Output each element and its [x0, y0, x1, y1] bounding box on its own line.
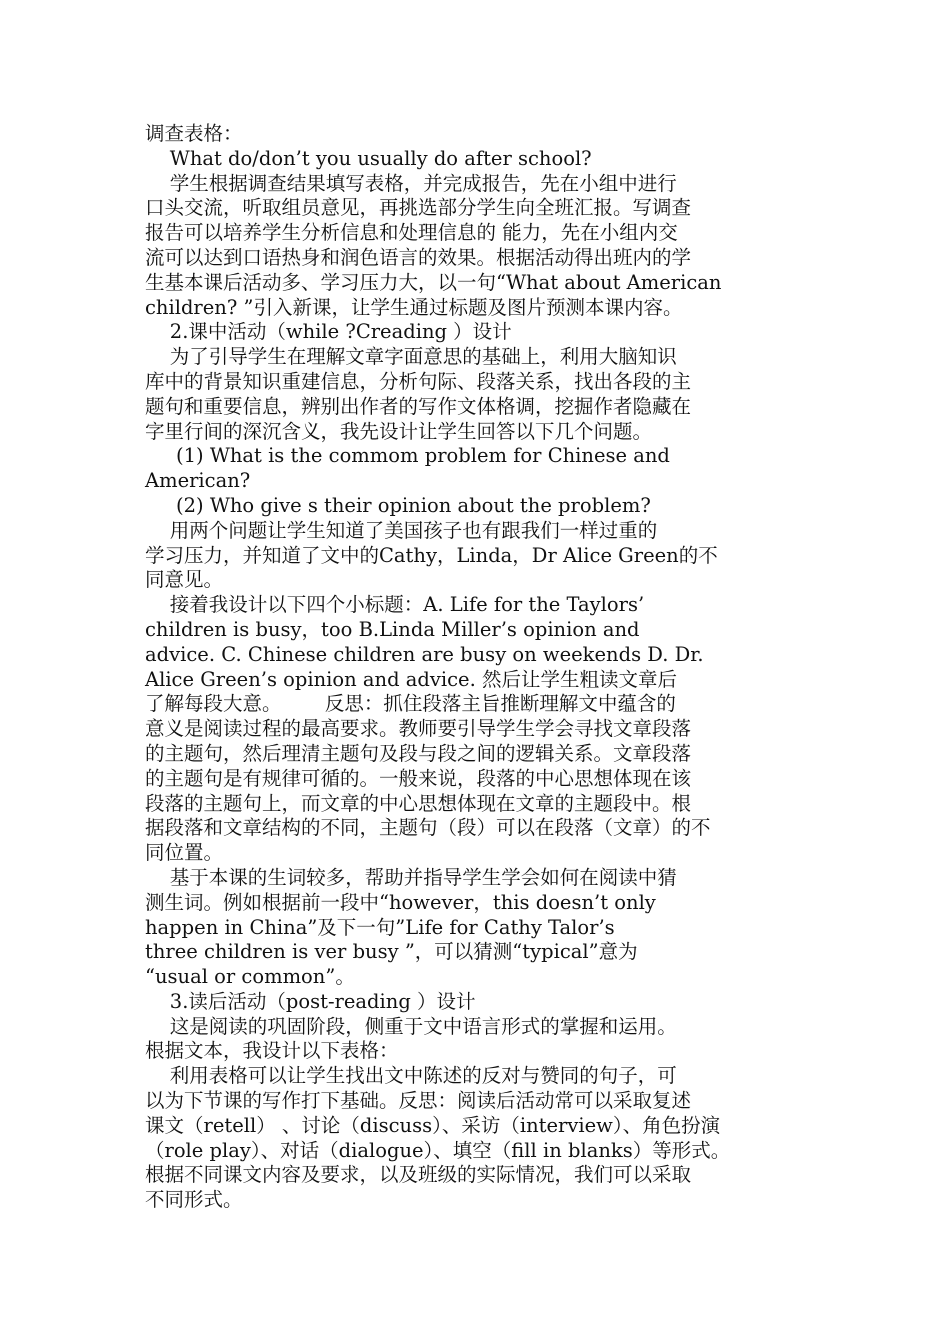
text-line: What do/don’t you usually do after school? [145, 146, 592, 170]
text-line: （role play）、对话（dialogue）、填空（fill in blanks）等形式。 [145, 1138, 731, 1162]
text-line: 同意见。 [145, 568, 224, 592]
text-line: 不同形式。 [145, 1188, 243, 1212]
text-line: children is busy，too B.Linda Miller’s opinion and [145, 617, 640, 641]
question-line: American? [145, 469, 251, 493]
text-line: Alice Green’s opinion and advice. 然后让学生粗读文章后 [145, 667, 677, 691]
text-line: 利用表格可以让学生找出文中陈述的反对与赞同的句子，可 [145, 1064, 677, 1088]
text-line: 据段落和文章结构的不同，主题句（段）可以在段落（文章）的不 [145, 816, 711, 840]
text-line: “usual or common”。 [145, 965, 355, 989]
text-line: happen in China”及下一句”Life for Cathy Talor’s [145, 915, 615, 939]
text-line: 流可以达到口语热身和润色语言的效果。根据活动得出班内的学 [145, 245, 692, 269]
text-line: 同位置。 [145, 841, 224, 865]
question-line: (2) Who give s their opinion about the problem? [145, 493, 651, 517]
document-body [145, 122, 810, 1213]
text-line: 用两个问题让学生知道了美国孩子也有跟我们一样过重的 [145, 518, 658, 542]
text-line: 接着我设计以下四个小标题：A. Life for the Taylors’ [145, 593, 645, 617]
text-line: 的主题句，然后理清主题句及段与段之间的逻辑关系。文章段落 [145, 741, 692, 765]
text-line: 根据不同课文内容及要求，以及班级的实际情况，我们可以采取 [145, 1163, 692, 1187]
text-line: 字里行间的深沉含义，我先设计让学生回答以下几个问题。 [145, 419, 653, 443]
text-line: 课文（retell） 、讨论（discuss）、采访（interview）、角色扮演 [145, 1113, 721, 1137]
text-line: 学习压力，并知道了文中的Cathy，Linda，Dr Alice Green的不 [145, 543, 718, 567]
section-heading: 2.课中活动（while ?Creading ）设计 [145, 320, 512, 344]
text-line: 口头交流，听取组员意见，再挑选部分学生向全班汇报。写调查 [145, 196, 692, 220]
text-line: 了解每段大意。 反思：抓住段落主旨推断理解文中蕴含的 [145, 692, 676, 716]
text-line: 库中的背景知识重建信息，分析句际、段落关系，找出各段的主 [145, 369, 692, 393]
text-line: 学生根据调查结果填写表格，并完成报告，先在小组中进行 [145, 171, 677, 195]
text-line: 生基本课后活动多、学习压力大，以一句“What about American [145, 270, 722, 294]
text-line: 段落的主题句上，而文章的中心思想体现在文章的主题段中。根 [145, 791, 692, 815]
text-line: 测生词。例如根据前一段中“however，this doesn’t only [145, 890, 656, 914]
section-heading: 3.读后活动（post-reading ）设计 [145, 989, 476, 1013]
text-line: 意义是阅读过程的最高要求。教师要引导学生学会寻找文章段落 [145, 717, 692, 741]
text-line: 以为下节课的写作打下基础。反思：阅读后活动常可以采取复述 [145, 1089, 692, 1113]
text-line: 这是阅读的巩固阶段，侧重于文中语言形式的掌握和运用。 [145, 1014, 677, 1038]
text-line: 根据文本，我设计以下表格： [145, 1039, 399, 1063]
text-line: three children is ver busy ”，可以猜测“typical”意为 [145, 940, 638, 964]
text-line: 题句和重要信息，辨别出作者的写作文体格调，挖掘作者隐藏在 [145, 394, 692, 418]
text-line: children? ”引入新课，让学生通过标题及图片预测本课内容。 [145, 295, 683, 319]
text-line: 基于本课的生词较多，帮助并指导学生学会如何在阅读中猜 [145, 865, 677, 889]
text-line: 为了引导学生在理解文章字面意思的基础上，利用大脑知识 [145, 345, 677, 369]
question-line: (1) What is the commom problem for Chinese and [145, 444, 670, 468]
text-line: advice. C. Chinese children are busy on weekends D. Dr. [145, 642, 704, 666]
text-line: 的主题句是有规律可循的。一般来说，段落的中心思想体现在该 [145, 766, 692, 790]
text-line: 报告可以培养学生分析信息和处理信息的 能力，先在小组内交 [145, 221, 678, 245]
text-line: 调查表格： [145, 122, 243, 145]
